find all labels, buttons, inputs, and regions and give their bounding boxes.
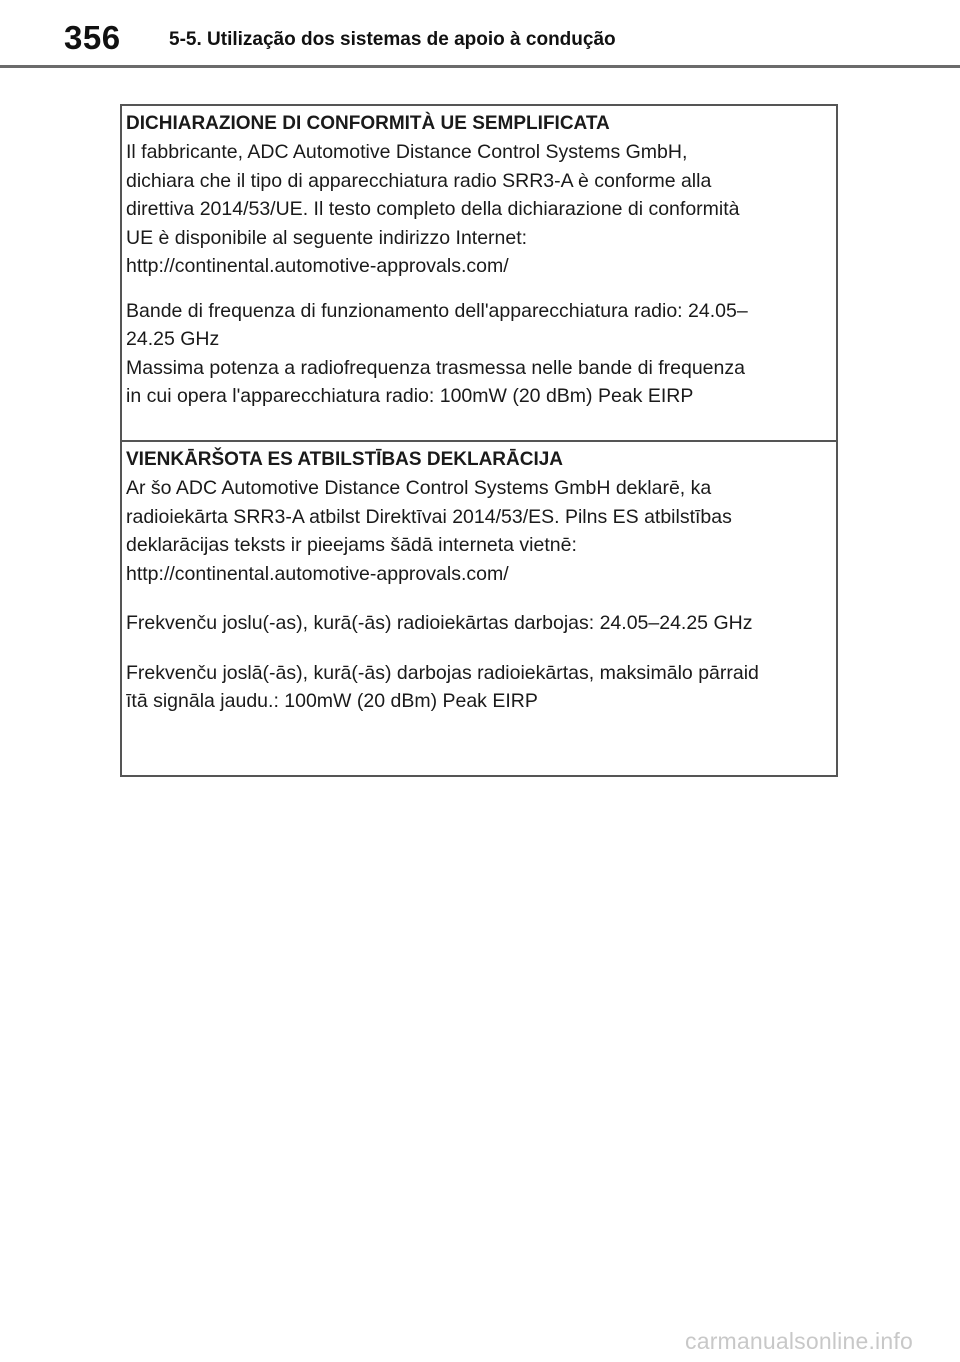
declaration-italian-body: Il fabbricante, ADC Automotive Distance Control Systems GmbH, dichiara che il tipo di apparecchiatura radio SRR3-A è conforme alla direttiva 2014/53/UE. Il testo completo della dichiarazione di conformità UE è disponibile al seguente indirizzo Internet: http://continental.automotive-approvals.com/ — [126, 141, 740, 277]
declaration-italian-frequency: Bande di frequenza di funzionamento dell'apparecchiatura radio: 24.05– 24.25 GHz Massima potenza a radiofrequenza trasmessa nelle bande di frequenza in cui opera l'apparecchiatura radio: 100mW (20 dBm) Peak EIRP — [126, 299, 748, 407]
declaration-latvian — [122, 442, 836, 775]
declaration-italian-title: DICHIARAZIONE DI CONFORMITÀ UE SEMPLIFICATA — [126, 113, 610, 134]
declaration-latvian-frequency: Frekvenču joslu(-as), kurā(-ās) radioiekārtas darbojas: 24.05–24.25 GHz — [126, 612, 753, 634]
declaration-box — [120, 104, 838, 777]
section-title: 5-5. Utilização dos sistemas de apoio à condução — [169, 29, 616, 50]
watermark: carmanualsonline.info — [685, 1328, 913, 1354]
declaration-latvian-title: VIENKĀRŠOTA ES ATBILSTĪBAS DEKLARĀCIJA — [126, 449, 564, 470]
page-number: 356 — [64, 19, 121, 56]
declaration-latvian-power: Frekvenču joslā(-ās), kurā(-ās) darbojas radioiekārtas, maksimālo pārraid ītā signāla jaudu.: 100mW (20 dBm) Peak EIRP — [126, 661, 759, 712]
declaration-italian — [122, 106, 836, 442]
page-header — [0, 0, 960, 68]
declaration-latvian-body: Ar šo ADC Automotive Distance Control Systems GmbH deklarē, ka radioiekārta SRR3-A atbilst Direktīvai 2014/53/ES. Pilns ES atbilstības deklarācijas teksts ir pieejams šādā interneta vietnē: http://continental.automotive-approvals.com/ — [126, 477, 732, 585]
